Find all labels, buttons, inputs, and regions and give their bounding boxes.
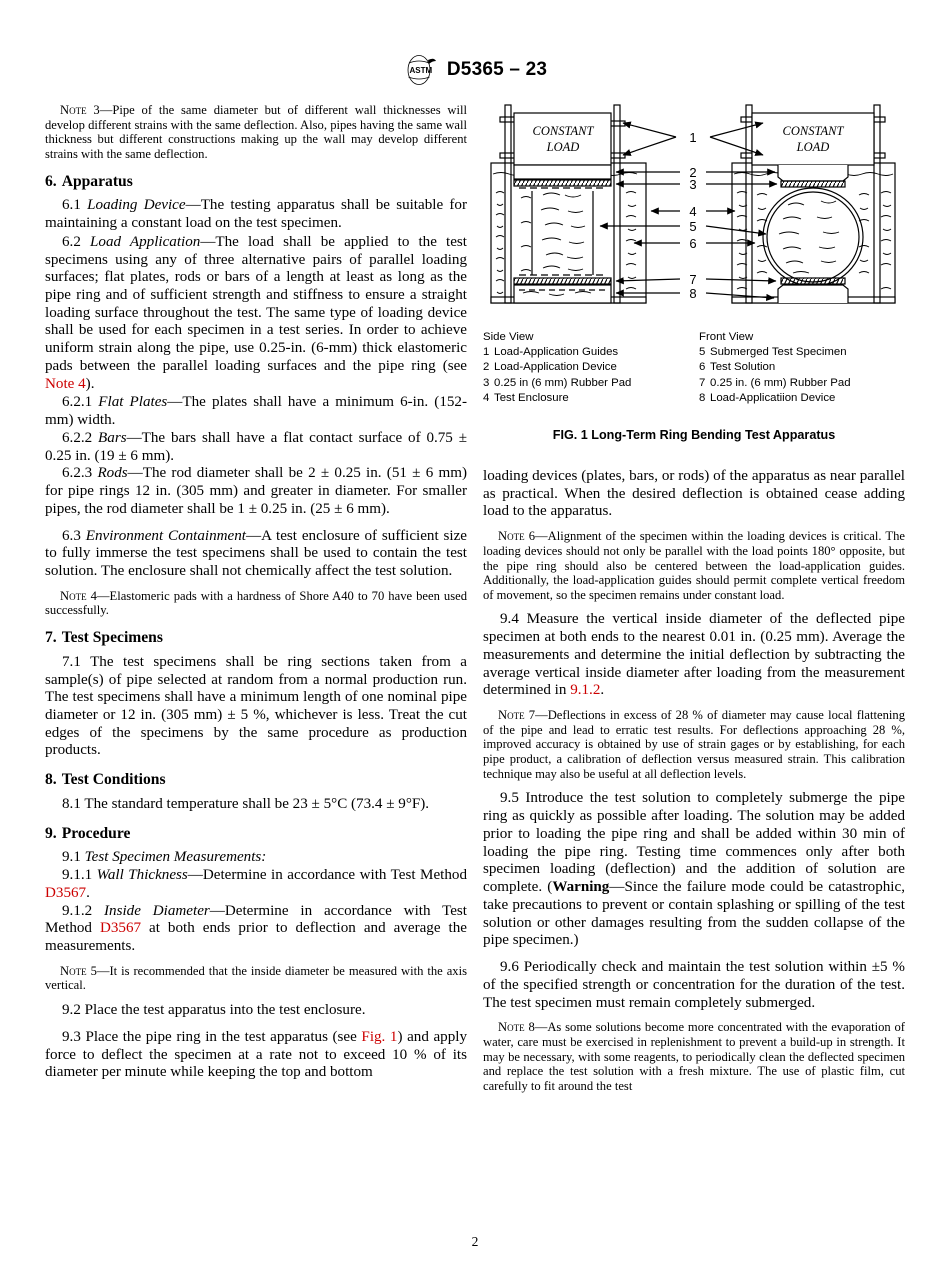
- p96-number: 9.6: [500, 959, 519, 976]
- note-7-number: 7: [528, 708, 536, 723]
- p622-number: 6.2.2: [62, 429, 93, 446]
- note-5: [45, 964, 467, 993]
- note-4: [45, 589, 467, 618]
- p71-text: The test specimens shall be ring sections taken from a sample(s) of pipe selected at random from a normal production run. The test specimens shall have a minimum length of one nominal pipe diameter or 12 in. (305 mm) ± 5 %, whichever is less. Treat the cut edges of the specimens by the same procedure as production products.: [45, 653, 467, 759]
- p94-text-b: .: [600, 682, 605, 699]
- p621-number: 6.2.1: [62, 394, 93, 411]
- heading-procedure-number: 9.: [45, 824, 57, 842]
- p71-number: 7.1: [62, 653, 81, 670]
- p94-text-a: Measure the vertical inside diameter of the deflected pipe specimen at both ends to the nearest 0.01 in. (0.25 mm). Average the measurements and determine the initial deflection by subtracting the average vertical inside diameter after loading from the measurement determined in: [483, 611, 905, 699]
- link-fig-1[interactable]: Fig. 1: [361, 1028, 398, 1045]
- p61-text: —The testing apparatus shall be suitable for maintaining a constant load on the test specimen.: [45, 197, 467, 232]
- figure-1-caption: FIG. 1 Long-Term Ring Bending Test Apparatus: [552, 428, 836, 443]
- legend-item-8: [699, 391, 905, 406]
- paragraph-9-4: [483, 611, 905, 700]
- p93-text-a: Place the pipe ring in the test apparatus (see: [85, 1028, 362, 1045]
- note-6-number: 6: [528, 529, 536, 544]
- figure-1: [483, 95, 905, 442]
- legend-num-6: 6: [699, 361, 706, 374]
- legend-num-4: 4: [483, 391, 490, 404]
- p623-term: Rods: [97, 465, 128, 482]
- p96-text: Periodically check and maintain the test solution within ±5 % of the specified strength or concentration for the duration of the test. The test specimen must remain completely submerged.: [483, 959, 905, 1011]
- legend-side-view: [483, 330, 689, 406]
- note-3-label: Note: [60, 103, 87, 117]
- p62-text-a: —The load shall be applied to the test specimens using any of three alternative pairs of parallel loading surfaces; flat plates, rods or bars of a length at least as long as the pipe ring and of sufficient strength and stiffness to ensure a straight loading surface throughout the test. The same type of loading device shall be used for each specimen in a test series. In order to achieve uniform strain along the pipe, use 0.25-in. (6-mm) thick elastomeric pads between the parallel loading surfaces and the pipe ring (see: [45, 233, 467, 374]
- legend-label-2: Load-Application Device: [494, 361, 617, 374]
- front-constant-load-line1: CONSTANT: [782, 124, 844, 138]
- legend-num-5: 5: [699, 346, 706, 359]
- legend-label-7: 0.25 in. (6 mm) Rubber Pad: [710, 376, 851, 389]
- p911-text-a: —Determine in accordance with Test Method: [187, 867, 467, 884]
- heading-apparatus-title: Apparatus: [61, 172, 133, 190]
- p95-text-b: —Since the failure mode could be catastrophic, take precautions to prevent or contain splashing or spilling of the test solution or other damages resulting from the sudden collapse of the pipe specimen.): [483, 879, 905, 949]
- paragraph-9-2: [45, 1002, 467, 1020]
- legend-label-6: Test Solution: [710, 361, 776, 374]
- note-8-text: —As some solutions become more concentrated with the evaporation of water, care must be exercised in replenishment to prevent a build-up in strength. It may be necessary, with some reagents, to periodically clean the deflected specimen and replace the test solution with a fresh mixture. The use of plastic film, cut carefully to fit around the test: [483, 1020, 905, 1093]
- p912-number: 9.1.2: [62, 902, 93, 919]
- callout-5: 5: [689, 219, 697, 234]
- legend-label-5: Submerged Test Specimen: [710, 346, 847, 359]
- note-6: [483, 529, 905, 602]
- p94-number: 9.4: [500, 611, 519, 628]
- p63-number: 6.3: [62, 527, 81, 544]
- p93-cont-text: loading devices (plates, bars, or rods) of the apparatus as near parallel as practical. When the desired deflection is obtained cease adding load to the apparatus.: [483, 468, 905, 520]
- legend-item-6: [699, 360, 905, 375]
- p95-warning-label: Warning: [552, 879, 610, 896]
- heading-procedure: [45, 825, 467, 844]
- link-note-4[interactable]: Note 4: [45, 375, 86, 392]
- p62-text-b: ).: [85, 375, 95, 392]
- heading-apparatus-number: 6.: [45, 172, 57, 190]
- heading-specimens-number: 7.: [45, 629, 57, 647]
- astm-logo-icon: [403, 54, 437, 86]
- p95-number: 9.5: [500, 790, 519, 807]
- paragraph-9-1: [45, 849, 467, 867]
- heading-conditions-title: Test Conditions: [61, 771, 166, 789]
- right-column: [483, 468, 905, 1103]
- paragraph-9-1-2: [45, 903, 467, 956]
- p912-text-a: —Determine in accordance with Test Method: [45, 902, 467, 937]
- paragraph-6-2-1: [45, 394, 467, 429]
- legend-item-5: [699, 345, 905, 360]
- legend-num-7: 7: [699, 376, 706, 389]
- note-7-text: —Deflections in excess of 28 % of diameter may cause local flattening of the pipe and lead to erratic test results. For deflections approaching 28 %, improved accuracy is obtained by use of strain gages or by establishing, for each pipe product, a calibration of deflection versus measured strain. This calibration technique may also be useful at all deflection levels.: [483, 708, 905, 781]
- p912-text-b: at both ends prior to deflection and average the measurements.: [45, 920, 467, 954]
- heading-apparatus: [45, 173, 467, 192]
- p91-term: Test Specimen Measurements:: [84, 849, 267, 866]
- legend-label-4: Test Enclosure: [494, 391, 569, 404]
- p93-number: 9.3: [62, 1028, 81, 1045]
- side-constant-load-line1: CONSTANT: [532, 124, 594, 138]
- paragraph-6-2-2: [45, 430, 467, 465]
- note-5-number: 5: [90, 963, 97, 978]
- note-5-label: Note: [60, 963, 87, 978]
- note-3-text: —Pipe of the same diameter but of different wall thicknesses will develop different strains with the same deflection. Also, pipes having the same wall thickness but different constructions making up the wall may develop different strains with the same deflection.: [45, 103, 467, 161]
- side-constant-load-line2: LOAD: [546, 140, 580, 154]
- note-8: [483, 1020, 905, 1093]
- legend-item-2: [483, 360, 689, 375]
- heading-test-specimens: [45, 629, 467, 648]
- paragraph-9-3: [45, 1029, 467, 1082]
- p623-text: —The rod diameter shall be 2 ± 0.25 in. (51 ± 6 mm) for pipe rings 12 in. (305 mm) and greater in diameter. For smaller pipes, the rod diameter shall be 1 ± 0.25 in. (25 ± 6 mm).: [45, 465, 467, 517]
- paragraph-6-2-3: [45, 465, 467, 518]
- svg-text:ASTM: ASTM: [409, 66, 433, 75]
- legend-side-view-title: Side View: [483, 331, 534, 343]
- p92-number: 9.2: [62, 1002, 81, 1019]
- p63-term: Environment Containment: [85, 527, 246, 544]
- p911-text-b: .: [86, 884, 90, 901]
- note-3: [45, 103, 467, 162]
- page-number: 2: [471, 1234, 479, 1249]
- legend-label-1: Load-Application Guides: [494, 346, 619, 359]
- heading-procedure-title: Procedure: [61, 824, 131, 842]
- legend-num-2: 2: [483, 361, 490, 374]
- p91-number: 9.1: [62, 849, 81, 866]
- p911-term: Wall Thickness: [96, 867, 188, 884]
- paragraph-6-1: [45, 197, 467, 232]
- callout-8: 8: [689, 286, 697, 301]
- note-7-label: Note: [498, 708, 525, 723]
- p93-text-b: ) and apply force to deflect the specimen at a rate not to exceed 10 % of its diameter per minute while keeping the top and bottom: [45, 1028, 467, 1081]
- link-d3567-a[interactable]: D3567: [45, 884, 87, 901]
- legend-front-view: [689, 330, 905, 406]
- p81-text: The standard temperature shall be 23 ± 5°C (73.4 ± 9°F).: [84, 795, 430, 812]
- note-7: [483, 708, 905, 781]
- heading-test-conditions: [45, 771, 467, 790]
- p61-term: Loading Device: [87, 197, 186, 214]
- callout-1: 1: [689, 130, 697, 145]
- p622-term: Bars: [98, 429, 127, 446]
- figure-1-diagram: [483, 95, 903, 323]
- p81-number: 8.1: [62, 795, 81, 812]
- note-3-number: 3: [93, 103, 100, 117]
- note-8-label: Note: [498, 1020, 525, 1035]
- heading-conditions-number: 8.: [45, 771, 57, 789]
- callout-4: 4: [689, 204, 697, 219]
- link-d3567-b[interactable]: D3567: [99, 920, 142, 937]
- p623-number: 6.2.3: [62, 465, 93, 482]
- callout-7: 7: [689, 272, 697, 287]
- legend-num-3: 3: [483, 376, 490, 389]
- legend-label-8: Load-Applicatiion Device: [710, 391, 836, 404]
- p622-text: —The bars shall have a flat contact surface of 0.75 ± 0.25 in. (19 ± 6 mm).: [45, 429, 467, 464]
- callout-2: 2: [689, 165, 697, 180]
- note-4-text: —Elastomeric pads with a hardness of Shore A40 to 70 have been used successfully.: [45, 588, 467, 618]
- paragraph-9-3-continuation: [483, 468, 905, 521]
- p95-text-a: Introduce the test solution to completely submerge the pipe ring as quickly as possible after loading. The solution may be added prior to loading the pipe ring and shall be added within 30 min of loading the pipe ring. Testing time commences only after both specimen loading (deflection) and the addition of solution are complete. (: [483, 790, 905, 896]
- p62-number: 6.2: [62, 233, 81, 250]
- p912-term: Inside Diameter: [104, 902, 210, 919]
- front-constant-load-line2: LOAD: [796, 140, 830, 154]
- paragraph-9-5: [483, 790, 905, 950]
- paragraph-7-1: [45, 654, 467, 760]
- p92-text: Place the test apparatus into the test enclosure.: [84, 1002, 366, 1019]
- legend-item-3: [483, 376, 689, 391]
- p62-term: Load Application: [90, 233, 201, 250]
- p621-text: —The plates shall have a minimum 6-in. (152-mm) width.: [45, 394, 467, 429]
- left-column: [45, 95, 467, 1083]
- p911-number: 9.1.1: [62, 867, 93, 884]
- legend-item-1: [483, 345, 689, 360]
- note-6-text: —Alignment of the specimen within the loading devices is critical. The loading devices should not only be parallel with the load points 180° opposite, but the pipe ring should also be centered between the load-application guides. Additionally, the load-application guides should permit complete vertical freedom of movement, so the specimen remains under constant load.: [483, 529, 905, 602]
- note-8-number: 8: [528, 1020, 535, 1035]
- p621-term: Flat Plates: [98, 394, 168, 411]
- legend-num-1: 1: [483, 346, 490, 359]
- paragraph-9-6: [483, 959, 905, 1012]
- legend-num-8: 8: [699, 391, 706, 404]
- figure-legend: [483, 330, 905, 406]
- paragraph-9-1-1: [45, 867, 467, 902]
- note-4-label: Note: [60, 588, 87, 603]
- callout-3: 3: [689, 177, 697, 192]
- callout-6: 6: [689, 236, 697, 251]
- note-4-number: 4: [90, 588, 97, 603]
- page-footer: [0, 1234, 950, 1250]
- paragraph-6-3: [45, 528, 467, 581]
- paragraph-8-1: [45, 796, 467, 814]
- page-title: D5365 – 23: [446, 59, 548, 80]
- link-9-1-2[interactable]: 9.1.2: [570, 682, 601, 699]
- page-header: [0, 50, 950, 90]
- legend-item-4: [483, 391, 689, 406]
- legend-item-7: [699, 376, 905, 391]
- legend-label-3: 0.25 in (6 mm) Rubber Pad: [494, 376, 632, 389]
- note-6-label: Note: [498, 529, 525, 544]
- heading-specimens-title: Test Specimens: [61, 629, 163, 647]
- p61-number: 6.1: [62, 197, 81, 214]
- legend-front-view-title: Front View: [699, 331, 754, 343]
- paragraph-6-2: [45, 234, 467, 394]
- p63-text: —A test enclosure of sufficient size to fully immerse the test specimens shall be used to contain the test solution. The enclosure shall not chemically affect the test solution.: [45, 527, 467, 580]
- note-5-text: —It is recommended that the inside diameter be measured with the axis vertical.: [45, 963, 467, 993]
